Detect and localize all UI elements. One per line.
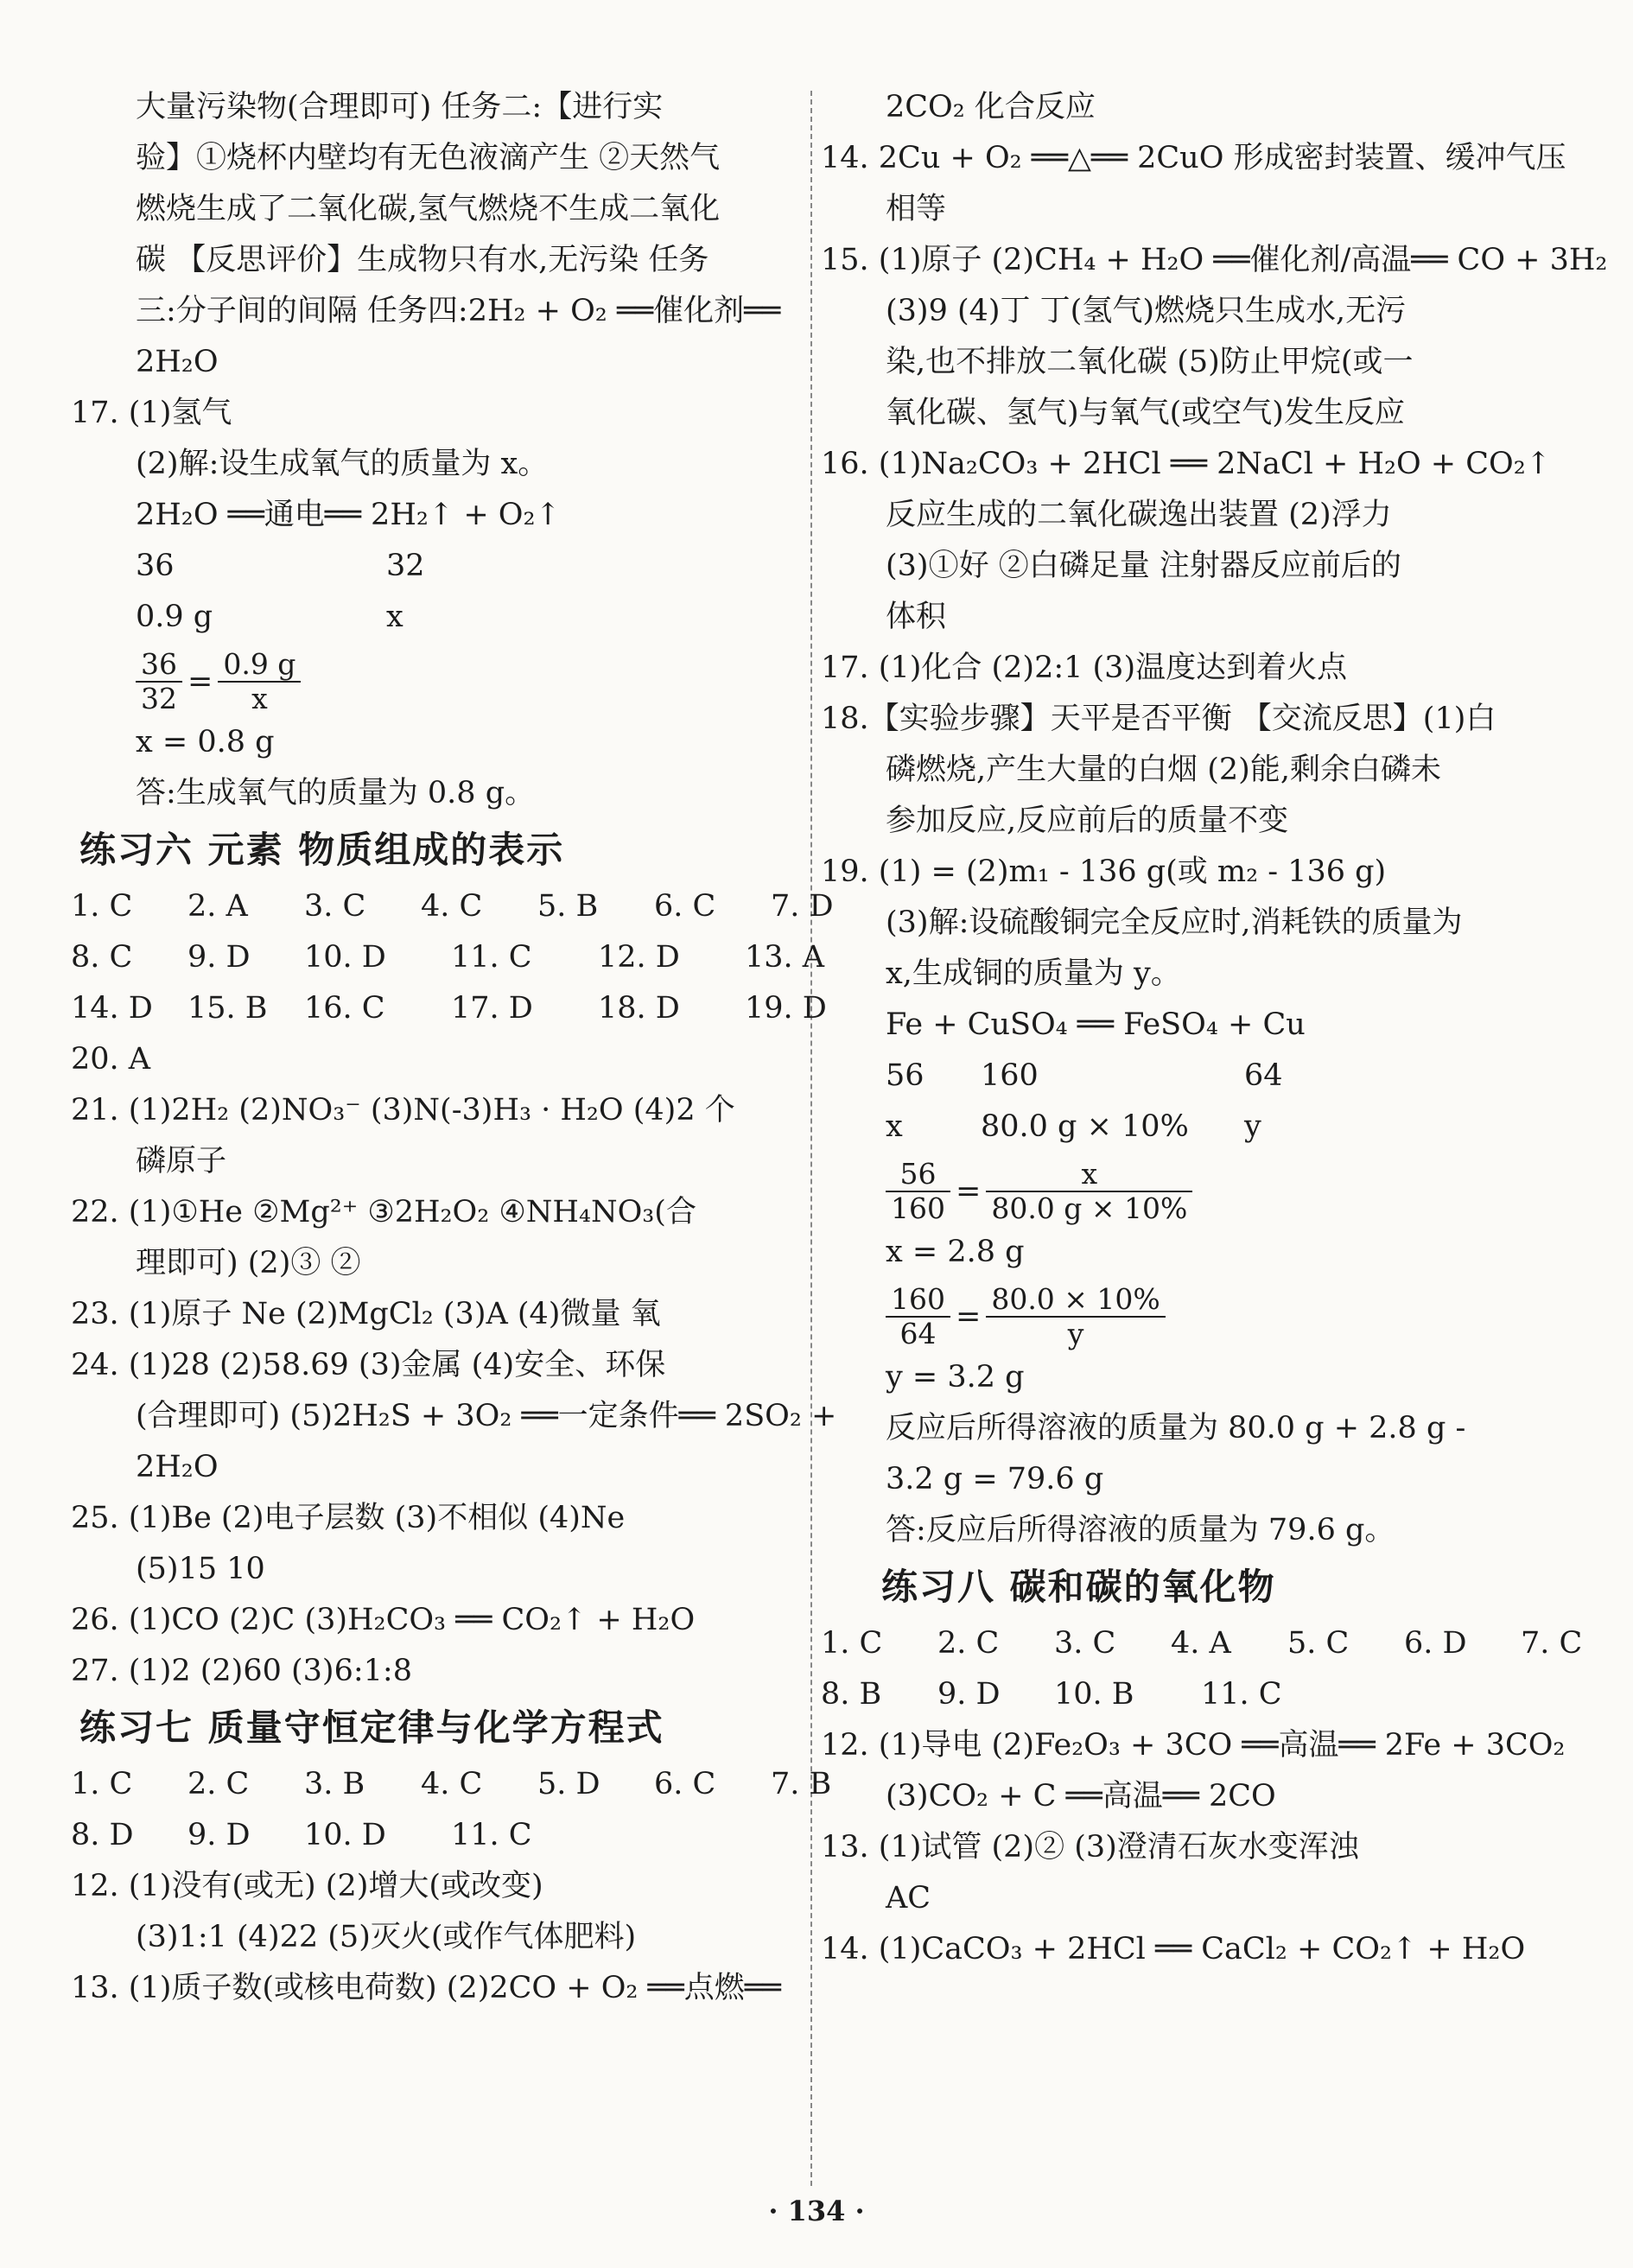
numerator: 36 bbox=[136, 648, 182, 683]
answer-15-line: 染,也不排放二氧化碳 (5)防止甲烷(或一 bbox=[886, 345, 1414, 379]
mc-answer: 5. C bbox=[1287, 1626, 1350, 1661]
answer-17-line: 17. (1)氢气 bbox=[71, 396, 232, 430]
mc-answer: 1. C bbox=[71, 889, 133, 924]
text-line: 三:分子间的间隔 任务四:2H₂ + O₂ ══催化剂══ bbox=[136, 294, 781, 328]
answer-14-line: 14. 2Cu + O₂ ══△══ 2CuO 形成密封装置、缓冲气压 bbox=[821, 141, 1566, 175]
page-number: · 134 · bbox=[768, 2195, 865, 2227]
answer-12-line: (3)1:1 (4)22 (5)灭火(或作气体肥料) bbox=[136, 1920, 637, 1954]
answer-13-line: 13. (1)试管 (2)② (3)澄清石灰水变浑浊 bbox=[821, 1830, 1359, 1865]
answer-17-line: (2)解:设生成氧气的质量为 x。 bbox=[136, 447, 549, 481]
fraction bbox=[136, 648, 182, 715]
mc-answer: 4. C bbox=[421, 889, 483, 924]
result: x = 2.8 g bbox=[886, 1235, 1025, 1269]
result: x = 0.8 g bbox=[136, 725, 275, 759]
mc-answer: 11. C bbox=[1201, 1677, 1282, 1712]
mc-answer: 8. C bbox=[71, 940, 133, 975]
ratio-value: x bbox=[386, 600, 403, 634]
mc-answer: 7. D bbox=[771, 889, 834, 924]
answer-15-line: 15. (1)原子 (2)CH₄ + H₂O ══催化剂/高温══ CO + 3H₂ bbox=[821, 243, 1608, 277]
answer-19-line: 19. (1) = (2)m₁ - 136 g(或 m₂ - 136 g) bbox=[821, 854, 1387, 889]
numerator: 160 bbox=[886, 1283, 950, 1318]
answer-22-line: 22. (1)①He ②Mg²⁺ ③2H₂O₂ ④NH₄NO₃(合 bbox=[71, 1195, 696, 1229]
ratio-value: 0.9 g bbox=[136, 600, 213, 634]
mc-answer: 5. D bbox=[537, 1767, 600, 1801]
ratio-row bbox=[821, 1102, 1547, 1153]
mc-answer: 8. B bbox=[821, 1677, 882, 1712]
right-column bbox=[821, 82, 1608, 1975]
mc-answer: 4. A bbox=[1171, 1626, 1231, 1661]
mc-answer: 10. B bbox=[1054, 1677, 1134, 1712]
answer-16-line: 体积 bbox=[886, 600, 947, 634]
mc-answer: 10. D bbox=[304, 940, 386, 975]
answer-21-line: 磷原子 bbox=[136, 1144, 227, 1178]
denominator: x bbox=[251, 681, 268, 715]
mc-row bbox=[821, 1618, 1583, 1669]
mc-row bbox=[71, 881, 834, 932]
result: y = 3.2 g bbox=[886, 1360, 1025, 1394]
text-line: 2H₂O bbox=[136, 345, 219, 379]
numerator: x bbox=[986, 1158, 1192, 1192]
mc-row bbox=[71, 932, 825, 983]
column-divider bbox=[810, 91, 812, 2186]
answer-15-line: (3)9 (4)丁 丁(氢气)燃烧只生成水,无污 bbox=[886, 294, 1407, 328]
fraction bbox=[218, 648, 301, 715]
answer-18-line: 磷燃烧,产生大量的白烟 (2)能,剩余白磷未 bbox=[886, 753, 1441, 787]
answer-24-line: 24. (1)28 (2)58.69 (3)金属 (4)安全、环保 bbox=[71, 1348, 666, 1382]
mc-answer: 11. C bbox=[451, 1818, 532, 1852]
answer-statement: 答:生成氧气的质量为 0.8 g。 bbox=[136, 776, 536, 810]
answer-22-line: 理即可) (2)③ ② bbox=[136, 1246, 361, 1280]
ratio-value: 36 bbox=[136, 549, 175, 583]
section-heading: 练习八 碳和碳的氧化物 bbox=[881, 1566, 1276, 1608]
denominator: 80.0 g × 10% bbox=[991, 1191, 1188, 1225]
answer-12-line: 12. (1)没有(或无) (2)增大(或改变) bbox=[71, 1869, 543, 1903]
answer-23-line: 23. (1)原子 Ne (2)MgCl₂ (3)A (4)微量 氧 bbox=[71, 1297, 661, 1331]
mc-answer: 10. D bbox=[304, 1818, 386, 1852]
mc-row bbox=[71, 983, 827, 1034]
answer-14-line: 相等 bbox=[886, 192, 947, 226]
ratio-value: 56 bbox=[886, 1058, 925, 1093]
mc-answer: 2. A bbox=[187, 889, 248, 924]
ratio-value: x bbox=[886, 1109, 903, 1144]
mc-answer: 20. A bbox=[71, 1042, 151, 1077]
text-line: 验】①烧杯内壁均有无色液滴产生 ②天然气 bbox=[136, 141, 721, 175]
mc-answer: 15. B bbox=[187, 991, 268, 1026]
answer-19-line: 3.2 g = 79.6 g bbox=[886, 1462, 1104, 1496]
fraction-equation: $\frac{36}{32}$ = $\frac{0.9 g}{x}$ bbox=[71, 643, 797, 717]
mc-answer: 6. D bbox=[1404, 1626, 1467, 1661]
denominator: y bbox=[1067, 1316, 1084, 1350]
mc-row bbox=[71, 1810, 797, 1861]
mc-answer: 4. C bbox=[421, 1767, 483, 1801]
mc-answer: 2. C bbox=[937, 1626, 1000, 1661]
mc-answer: 7. C bbox=[1521, 1626, 1583, 1661]
denominator: 64 bbox=[899, 1316, 937, 1350]
text-line: 燃烧生成了二氧化碳,氢气燃烧不生成二氧化 bbox=[136, 192, 721, 226]
mc-answer: 18. D bbox=[598, 991, 680, 1026]
fraction bbox=[886, 1283, 950, 1350]
numerator: 56 bbox=[886, 1158, 950, 1192]
ratio-value: 80.0 g × 10% bbox=[981, 1109, 1189, 1144]
answer-18-line: 18.【实验步骤】天平是否平衡 【交流反思】(1)白 bbox=[821, 702, 1496, 736]
mc-answer: 19. D bbox=[745, 991, 827, 1026]
ratio-row bbox=[71, 592, 797, 643]
mc-answer: 5. B bbox=[537, 889, 599, 924]
mc-answer: 3. C bbox=[304, 889, 366, 924]
fraction bbox=[886, 1158, 950, 1225]
denominator: 160 bbox=[891, 1191, 945, 1225]
mc-answer: 14. D bbox=[71, 991, 153, 1026]
mc-answer: 9. D bbox=[187, 940, 251, 975]
numerator: 80.0 × 10% bbox=[986, 1283, 1165, 1318]
mc-answer: 12. D bbox=[598, 940, 680, 975]
mc-answer: 6. C bbox=[654, 1767, 716, 1801]
answer-13-line: 13. (1)质子数(或核电荷数) (2)2CO + O₂ ══点燃══ bbox=[71, 1971, 781, 2005]
section-heading: 练习六 元素 物质组成的表示 bbox=[79, 829, 565, 871]
mc-answer: 16. C bbox=[304, 991, 385, 1026]
ratio-value: 160 bbox=[981, 1058, 1039, 1093]
fraction bbox=[986, 1283, 1165, 1350]
mc-row bbox=[71, 1034, 797, 1085]
mc-answer: 2. C bbox=[187, 1767, 250, 1801]
answer-12-line: 12. (1)导电 (2)Fe₂O₃ + 3CO ══高温══ 2Fe + 3CO₂ bbox=[821, 1728, 1566, 1763]
answer-18-line: 参加反应,反应前后的质量不变 bbox=[886, 804, 1289, 838]
answer-27-line: 27. (1)2 (2)60 (3)6:1:8 bbox=[71, 1654, 412, 1688]
answer-25-line: 25. (1)Be (2)电子层数 (3)不相似 (4)Ne bbox=[71, 1501, 626, 1535]
answer-25-line: (5)15 10 bbox=[136, 1552, 265, 1586]
answer-17-line: 17. (1)化合 (2)2:1 (3)温度达到着火点 bbox=[821, 651, 1348, 685]
answer-24-line: (合理即可) (5)2H₂S + 3O₂ ══一定条件══ 2SO₂ + bbox=[136, 1399, 837, 1433]
answer-19-line: x,生成铜的质量为 y。 bbox=[886, 956, 1181, 991]
answer-13-line: AC bbox=[886, 1881, 931, 1915]
ratio-value: 64 bbox=[1244, 1058, 1283, 1093]
answer-15-line: 氧化碳、氢气)与氧气(或空气)发生反应 bbox=[886, 396, 1405, 430]
answer-26-line: 26. (1)CO (2)C (3)H₂CO₃ ══ CO₂↑ + H₂O bbox=[71, 1603, 696, 1637]
mc-answer: 7. B bbox=[771, 1767, 832, 1801]
denominator: 32 bbox=[141, 681, 177, 715]
mc-answer: 8. D bbox=[71, 1818, 134, 1852]
mc-answer: 9. D bbox=[187, 1818, 251, 1852]
answer-statement: 答:反应后所得溶液的质量为 79.6 g。 bbox=[886, 1513, 1395, 1547]
mc-answer: 3. B bbox=[304, 1767, 365, 1801]
text-line: 碳 【反思评价】生成物只有水,无污染 任务 bbox=[136, 243, 709, 277]
fraction-equation: $\frac{56}{160}$ = $\frac{x}{80.0 g \times 10\%}$ bbox=[821, 1153, 1547, 1227]
numerator: 0.9 g bbox=[218, 648, 301, 683]
answer-16-line: (3)①好 ②白磷足量 注射器反应前后的 bbox=[886, 549, 1401, 583]
answer-19-line: (3)解:设硫酸铜完全反应时,消耗铁的质量为 bbox=[886, 905, 1463, 940]
mc-answer: 3. C bbox=[1054, 1626, 1116, 1661]
mc-row bbox=[71, 1759, 832, 1810]
mc-answer: 11. C bbox=[451, 940, 532, 975]
mc-row bbox=[821, 1669, 1547, 1720]
section-heading: 练习七 质量守恒定律与化学方程式 bbox=[79, 1706, 664, 1749]
answer-16-line: 反应生成的二氧化碳逸出装置 (2)浮力 bbox=[886, 498, 1392, 532]
answer-21-line: 21. (1)2H₂ (2)NO₃⁻ (3)N(-3)H₃ · H₂O (4)2 个 bbox=[71, 1093, 735, 1128]
fraction-equation: $\frac{160}{64}$ = $\frac{80.0 \times 10\%}{y}$ bbox=[821, 1278, 1547, 1352]
fraction bbox=[986, 1158, 1192, 1225]
left-column bbox=[71, 82, 837, 2014]
ratio-value: 32 bbox=[386, 549, 425, 583]
mc-answer: 1. C bbox=[821, 1626, 883, 1661]
text-line: 2CO₂ 化合反应 bbox=[886, 90, 1096, 124]
mc-answer: 6. C bbox=[654, 889, 716, 924]
ratio-row bbox=[821, 1051, 1547, 1102]
mc-answer: 13. A bbox=[745, 940, 825, 975]
ratio-row bbox=[71, 541, 797, 592]
answer-16-line: 16. (1)Na₂CO₃ + 2HCl ══ 2NaCl + H₂O + CO₂↑ bbox=[821, 447, 1552, 481]
answer-12-line: (3)CO₂ + C ══高温══ 2CO bbox=[886, 1779, 1276, 1814]
ratio-value: y bbox=[1244, 1109, 1261, 1144]
answer-14-line: 14. (1)CaCO₃ + 2HCl ══ CaCl₂ + CO₂↑ + H₂O bbox=[821, 1932, 1526, 1966]
mc-answer: 17. D bbox=[451, 991, 533, 1026]
mc-answer: 9. D bbox=[937, 1677, 1001, 1712]
text-line: 大量污染物(合理即可) 任务二:【进行实 bbox=[136, 90, 664, 124]
answer-19-line: 反应后所得溶液的质量为 80.0 g + 2.8 g - bbox=[886, 1411, 1466, 1445]
mc-answer: 1. C bbox=[71, 1767, 133, 1801]
equation: Fe + CuSO₄ ══ FeSO₄ + Cu bbox=[886, 1007, 1306, 1042]
answer-24-line: 2H₂O bbox=[136, 1450, 219, 1484]
equation: 2H₂O ══通电══ 2H₂↑ + O₂↑ bbox=[136, 498, 561, 532]
